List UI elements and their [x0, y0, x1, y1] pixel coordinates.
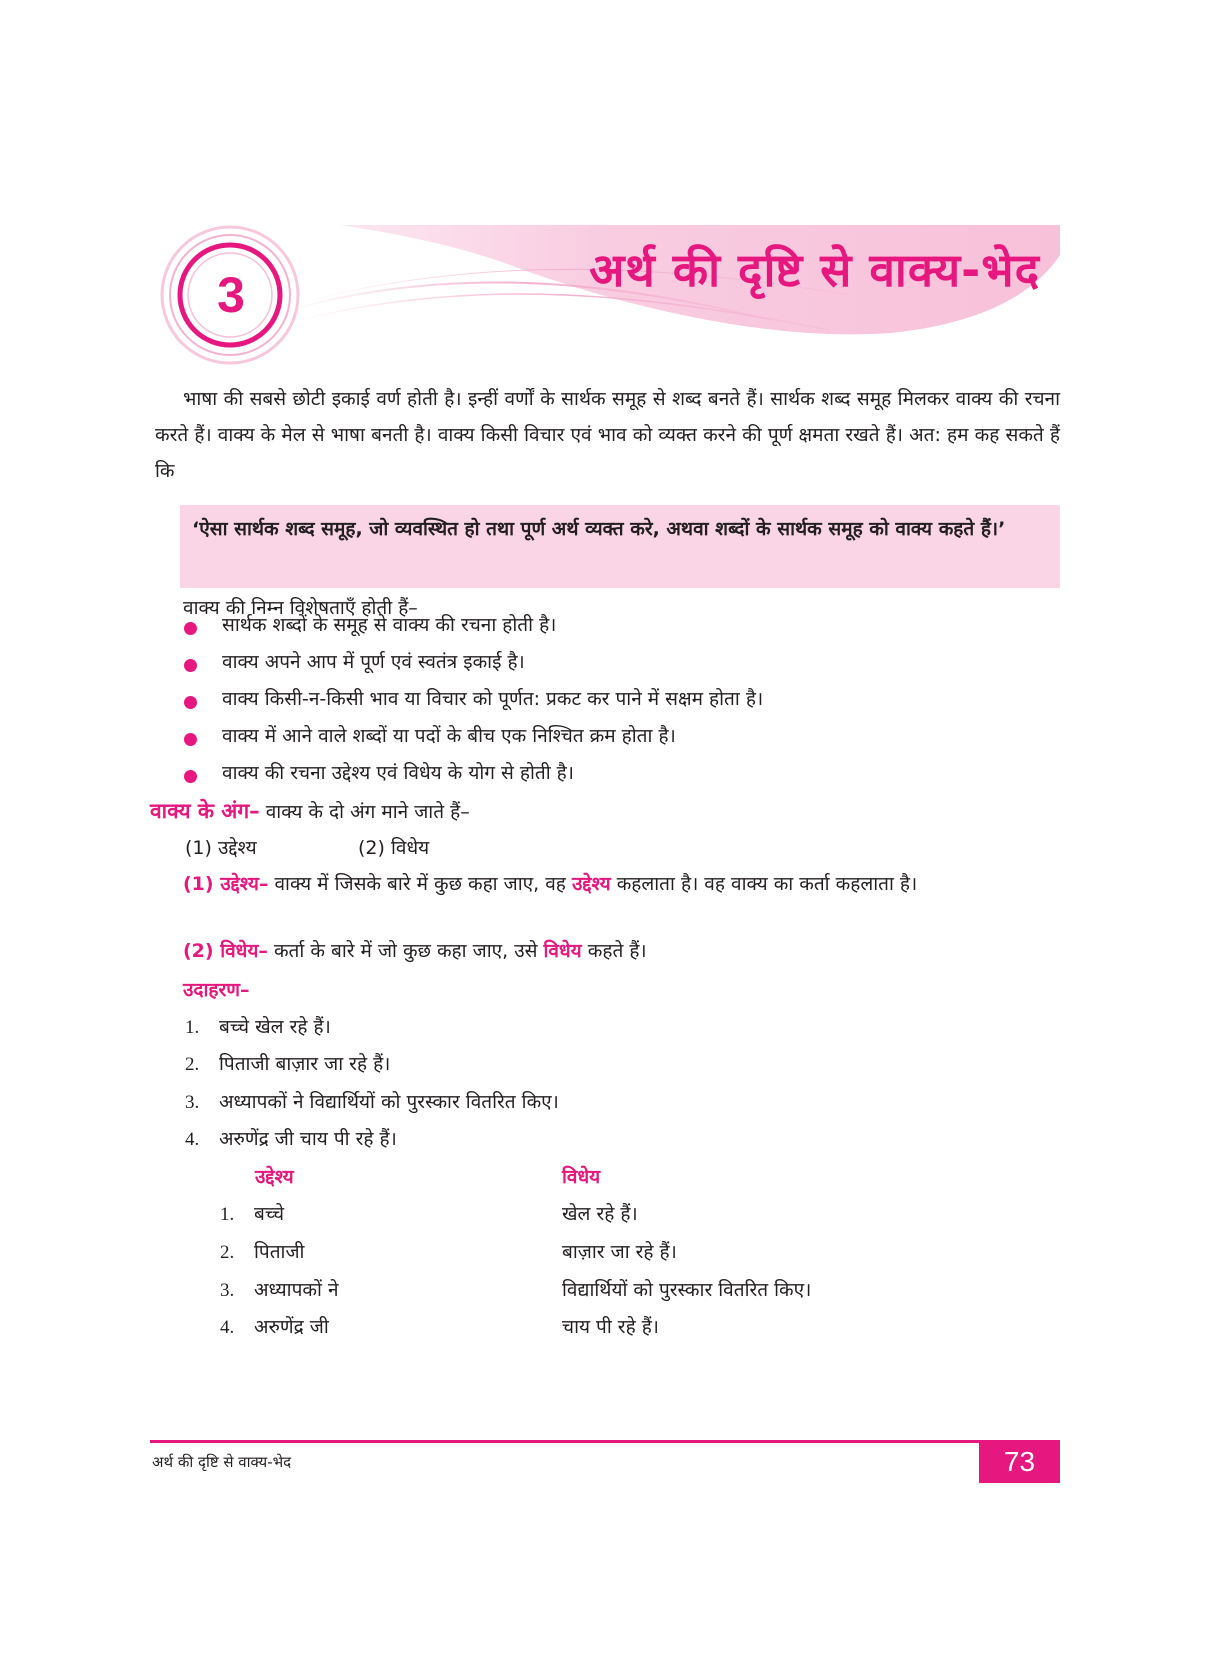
feature-item: वाक्य अपने आप में पूर्ण एवं स्वतंत्र इकाई है।	[222, 651, 525, 673]
table-row	[220, 1313, 329, 1342]
intro-text: भाषा की सबसे छोटी इकाई वर्ण होती है। इन्हीं वर्णों के सार्थक समूह से शब्द बनते हैं। सार्थक शब्द समूह मिलकर वाक्य की रचना करते हैं। वाक्य के मेल से भाषा बनती है। वाक्य किसी विचार एवं भाव को व्यक्त करने की पूर्ण क्षमता रखते हैं। अत: हम कह सकते हैं कि	[155, 388, 1060, 482]
part-1-label: (1) उद्देश्य	[185, 837, 257, 859]
feature-item: वाक्य की रचना उद्देश्य एवं विधेय के योग से होती है।	[222, 762, 574, 784]
definition-text: ‘ऐसा सार्थक शब्द समूह, जो व्यवस्थित हो तथा पूर्ण अर्थ व्यक्त करे, अथवा शब्दों के सार्थक समूह को वाक्य कहते हैं।’	[192, 518, 1006, 540]
example-text: बच्चे खेल रहे हैं।	[219, 1016, 331, 1038]
row-subject: बच्चे	[254, 1203, 285, 1225]
parts-heading: वाक्य के अंग–	[150, 799, 260, 823]
table-row	[220, 1238, 304, 1267]
row-subject: अध्यापकों ने	[254, 1279, 339, 1301]
chapter-title: अर्थ की दृष्टि से वाक्य-भेद	[589, 243, 1040, 297]
table-row	[220, 1276, 339, 1305]
subject-label: (1) उद्देश्य–	[183, 873, 269, 895]
feature-item: सार्थक शब्दों के समूह से वाक्य की रचना होती है।	[222, 614, 557, 636]
subject-text-before: वाक्य में जिसके बारे में कुछ कहा जाए, वह	[274, 873, 566, 895]
row-number: 2.	[220, 1242, 235, 1263]
row-number: 4.	[220, 1317, 235, 1338]
subject-text-after: कहलाता है। वह वाक्य का कर्ता कहलाता है।	[616, 873, 918, 895]
intro-paragraph	[155, 381, 1060, 489]
example-number: 3.	[185, 1092, 200, 1113]
chapter-number: 3	[217, 267, 245, 323]
predicate-definition	[183, 937, 647, 965]
row-predicate: खेल रहे हैं।	[562, 1203, 638, 1225]
bullet-icon	[184, 659, 197, 672]
parts-line	[150, 797, 470, 826]
predicate-label: (2) विधेय–	[183, 940, 268, 962]
subject-definition	[155, 866, 1060, 902]
row-predicate: चाय पी रहे हैं।	[562, 1316, 659, 1338]
feature-item: वाक्य में आने वाले शब्दों या पदों के बीच एक निश्चित क्रम होता है।	[222, 725, 676, 747]
example-number: 1.	[185, 1017, 200, 1038]
page-number: 73	[979, 1441, 1060, 1483]
example-text: अरुणेंद्र जी चाय पी रहे हैं।	[219, 1128, 397, 1150]
example-item	[185, 1013, 331, 1042]
table-header-subject: उद्देश्य	[255, 1166, 294, 1188]
predicate-text-before: कर्ता के बारे में जो कुछ कहा जाए, उसे	[273, 940, 538, 962]
bullet-icon	[184, 622, 197, 635]
row-number: 3.	[220, 1280, 235, 1301]
footer-running-title: अर्थ की दृष्टि से वाक्य-भेद	[152, 1453, 292, 1471]
feature-item: वाक्य किसी-न-किसी भाव या विचार को पूर्णत: प्रकट कर पाने में सक्षम होता है।	[222, 688, 764, 710]
example-number: 2.	[185, 1054, 200, 1075]
row-predicate: विद्यार्थियों को पुरस्कार वितरित किए।	[562, 1279, 812, 1301]
row-predicate: बाज़ार जा रहे हैं।	[562, 1241, 677, 1263]
row-subject: पिताजी	[254, 1241, 305, 1263]
row-subject: अरुणेंद्र जी	[254, 1316, 329, 1338]
example-text: अध्यापकों ने विद्यार्थियों को पुरस्कार वितरित किए।	[219, 1091, 559, 1113]
footer-rule	[150, 1440, 1060, 1443]
parts-text: वाक्य के दो अंग माने जाते हैं–	[265, 801, 470, 823]
features-intro: वाक्य की निम्न विशेषताएँ होती हैं–	[183, 597, 418, 619]
table-row	[220, 1200, 284, 1229]
example-number: 4.	[185, 1129, 200, 1150]
predicate-text-after: कहते हैं।	[587, 940, 647, 962]
row-number: 1.	[220, 1204, 235, 1225]
example-text: पिताजी बाज़ार जा रहे हैं।	[219, 1053, 391, 1075]
bullet-icon	[184, 696, 197, 709]
part-2-label: (2) विधेय	[358, 837, 430, 859]
bullet-icon	[184, 733, 197, 746]
table-header-predicate: विधेय	[562, 1166, 601, 1188]
example-item	[185, 1125, 397, 1154]
example-item	[185, 1088, 559, 1117]
bullet-icon	[184, 770, 197, 783]
predicate-highlight: विधेय	[543, 940, 582, 962]
examples-heading: उदाहरण–	[183, 979, 250, 1001]
subject-highlight: उद्देश्य	[571, 873, 611, 895]
example-item	[185, 1050, 390, 1079]
